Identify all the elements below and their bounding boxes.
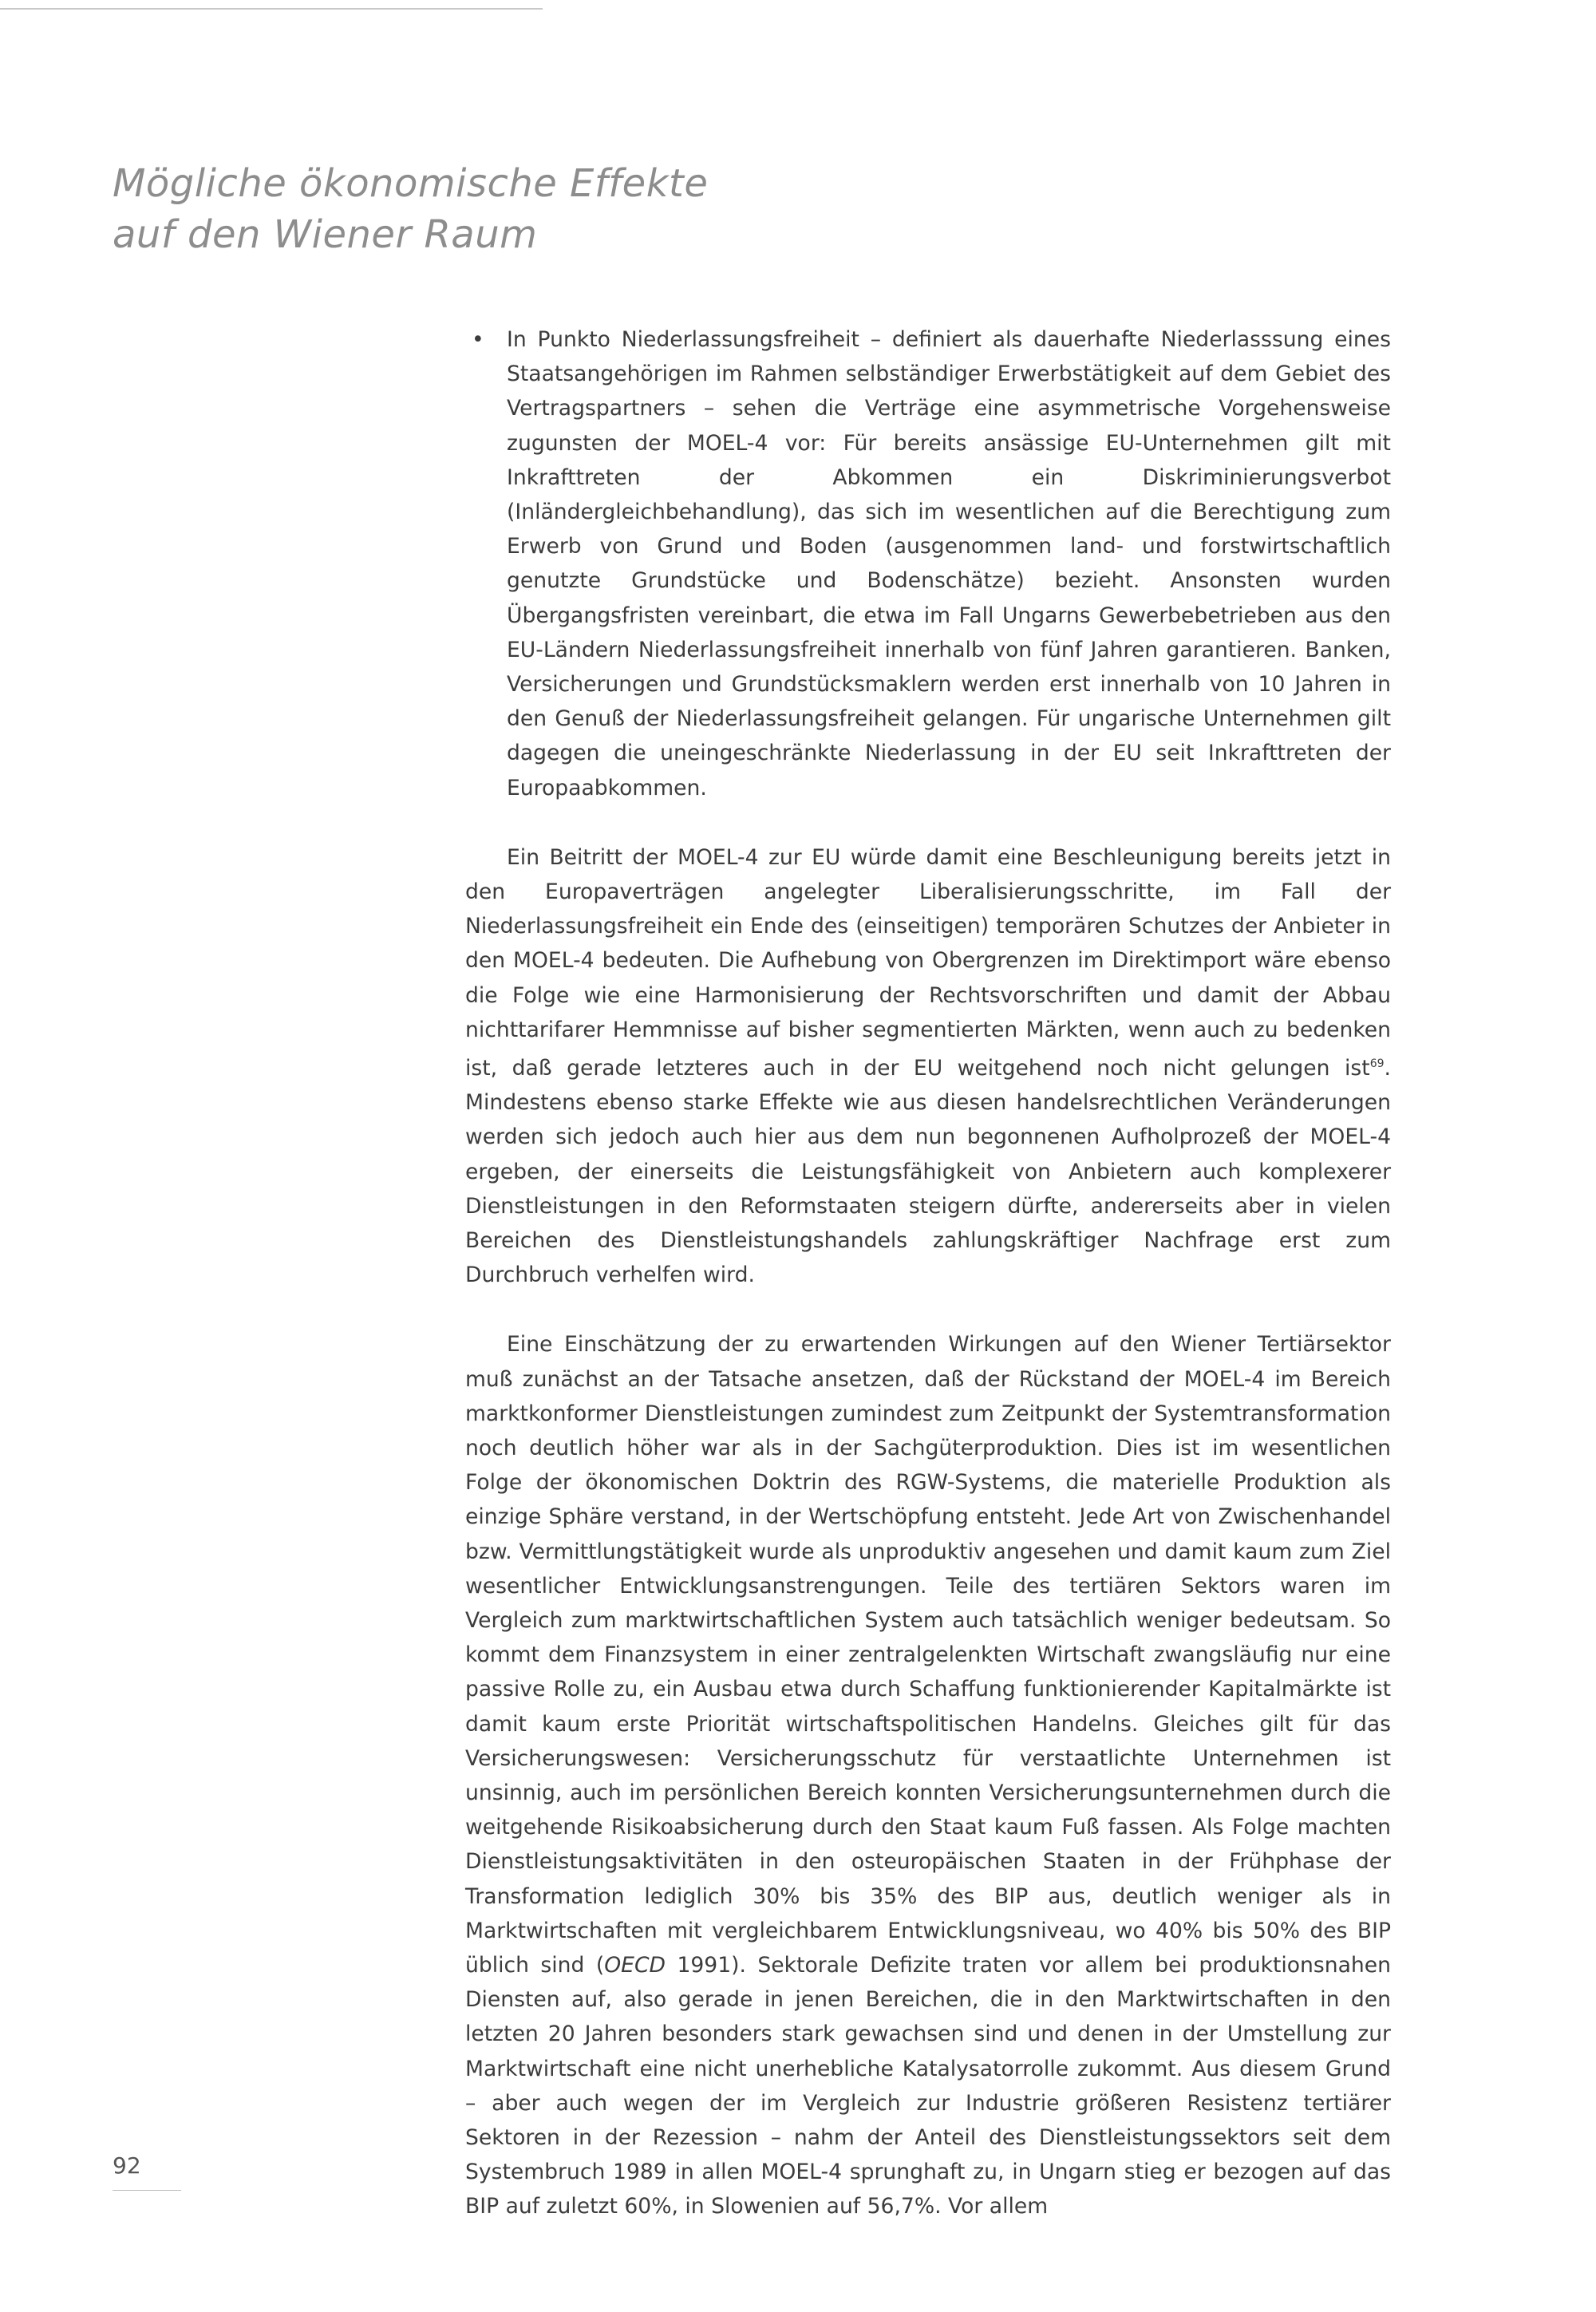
- title-line-1: Mögliche ökonomische Effekte: [113, 161, 709, 206]
- paragraph-2-text-b: 1991). Sektorale Defizite traten vor allem bei produktionsnahen Diensten auf, also gerade in jenen Bereichen, die in den Marktwirtschaften in den letzten 20 Jahren besonders stark gewachsen sind und denen in der Umstellung zur Marktwirtschaft eine nicht unerhebliche Katalysatorrolle zukommt. Aus diesem Grund – aber auch wegen der im Vergleich zur Industrie größeren Resistenz tertiärer Sektoren in der Rezession – nahm der Anteil des Dienstleistungssektors seit dem Systembruch 1989 in allen MOEL-4 sprunghaft zu, in Ungarn stieg er bezogen auf das BIP auf zuletzt 60%, in Slowenien auf 56,7%. Vor allem: [465, 1953, 1391, 2219]
- page-title: [113, 158, 831, 260]
- paragraph-1-text-a: Ein Beitritt der MOEL-4 zur EU würde damit eine Beschleunigung bereits jetzt in den Europaverträgen angelegter Liberalisierungsschritte, im Fall der Niederlassungsfreiheit ein Ende des (einseitigen) temporären Schutzes der Anbieter in den MOEL-4 bedeuten. Die Aufhebung von Obergrenzen im Direktimport wäre ebenso die Folge wie eine Harmonisierung der Rechtsvorschriften und damit der Abbau nichttarifarer Hemmnisse auf bisher segmentierten Märkten, wenn auch zu bedenken ist, daß gerade letzteres auch in der EU weitgehend noch nicht gelungen ist: [465, 844, 1391, 1081]
- bullet-item: [465, 322, 1391, 805]
- paragraph-2-text-a: Eine Einschätzung der zu erwartenden Wirkungen auf den Wiener Tertiärsektor muß zunächst an der Tatsache ansetzen, daß der Rückstand der MOEL-4 im Bereich marktkonformer Dienstleistungen zumindest zum Zeitpunkt der Systemtransformation noch deutlich höher war als in der Sachgüterproduktion. Dies ist im wesentlichen Folge der ökonomischen Doktrin des RGW-Systems, die materielle Produktion als einzige Sphäre verstand, in der Wertschöpfung entsteht. Jede Art von Zwischenhandel bzw. Vermittlungstätigkeit wurde als unproduktiv angesehen und damit kaum zum Ziel wesentlicher Entwicklungsanstrengungen. Teile des tertiären Sektors waren im Vergleich zum marktwirtschaftlichen System auch tatsächlich weniger bedeutsam. So kommt dem Finanzsystem in einer zentralgelenkten Wirtschaft zwangsläufig nur eine passive Rolle zu, ein Ausbau etwa durch Schaffung funktionierender Kapitalmärkte ist damit kaum erste Priorität wirtschaftspolitischen Handelns. Gleiches gilt für das Versicherungswesen: Versicherungsschutz für verstaatlichte Unternehmen ist unsinnig, auch im persönlichen Bereich konnten Versicherungsunternehmen durch die weitgehende Risikoabsicherung durch den Staat kaum Fuß fassen. Als Folge machten Dienstleistungsaktivitäten in den osteuropäischen Staaten in der Frühphase der Transformation lediglich 30% bis 35% des BIP aus, deutlich weniger als in Marktwirtschaften mit vergleichbarem Entwicklungsniveau, wo 40% bis 50% des BIP üblich sind (: [465, 1332, 1391, 1978]
- bullet-text: In Punkto Niederlassungsfreiheit – definiert als dauerhafte Niederlasssung eines Staatsangehörigen im Rahmen selbständiger Erwerbstätigkeit auf dem Gebiet des Vertragspartners – sehen die Verträge eine asymmetrische Vorgehensweise zugunsten der MOEL-4 vor: Für bereits ansässige EU-Unternehmen gilt mit Inkrafttreten der Abkommen ein Diskriminierungsverbot (Inländergleichbehandlung), das sich im wesentlichen auf die Berechtigung zum Erwerb von Grund und Boden (ausgenommen land- und forstwirtschaftlich genutzte Grundstücke und Bodenschätze) bezieht. Ansonsten wurden Übergangsfristen vereinbart, die etwa im Fall Ungarns Gewerbebetrieben aus den EU-Ländern Niederlassungsfreiheit innerhalb von fünf Jahren garantieren. Banken, Versicherungen und Grundstücksmaklern werden erst innerhalb von 10 Jahren in den Genuß der Niederlassungsfreiheit gelangen. Für ungarische Unternehmen gilt dagegen die uneingeschränkte Niederlassung in der EU seit Inkrafttreten der Europaabkommen.: [507, 327, 1391, 800]
- page-number: 92: [113, 2152, 141, 2179]
- paragraph-1-text-b: . Mindestens ebenso starke Effekte wie aus diesen handelsrechtlichen Veränderungen werden sich jedoch auch hier aus dem nun begonnenen Aufholprozeß der MOEL-4 ergeben, der einerseits die Leistungsfähigkeit von Anbietern auch komplexerer Dienstleistungen in den Reformstaaten steigern dürfte, andererseits aber in vielen Bereichen des Dienstleistungshandels zahlungskräftiger Nachfrage erst zum Durchbruch verhelfen wird.: [465, 1055, 1391, 1288]
- body-text: [465, 322, 1391, 2259]
- paragraph-1: [465, 840, 1391, 1293]
- bullet-icon: •: [472, 327, 484, 352]
- page-number-rule: [113, 2190, 181, 2191]
- footnote-ref-69: 69: [1369, 1057, 1385, 1071]
- citation-oecd: OECD: [604, 1953, 666, 1978]
- top-rule: [0, 8, 543, 10]
- paragraph-2: [465, 1327, 1391, 2223]
- title-line-2: auf den Wiener Raum: [113, 212, 538, 257]
